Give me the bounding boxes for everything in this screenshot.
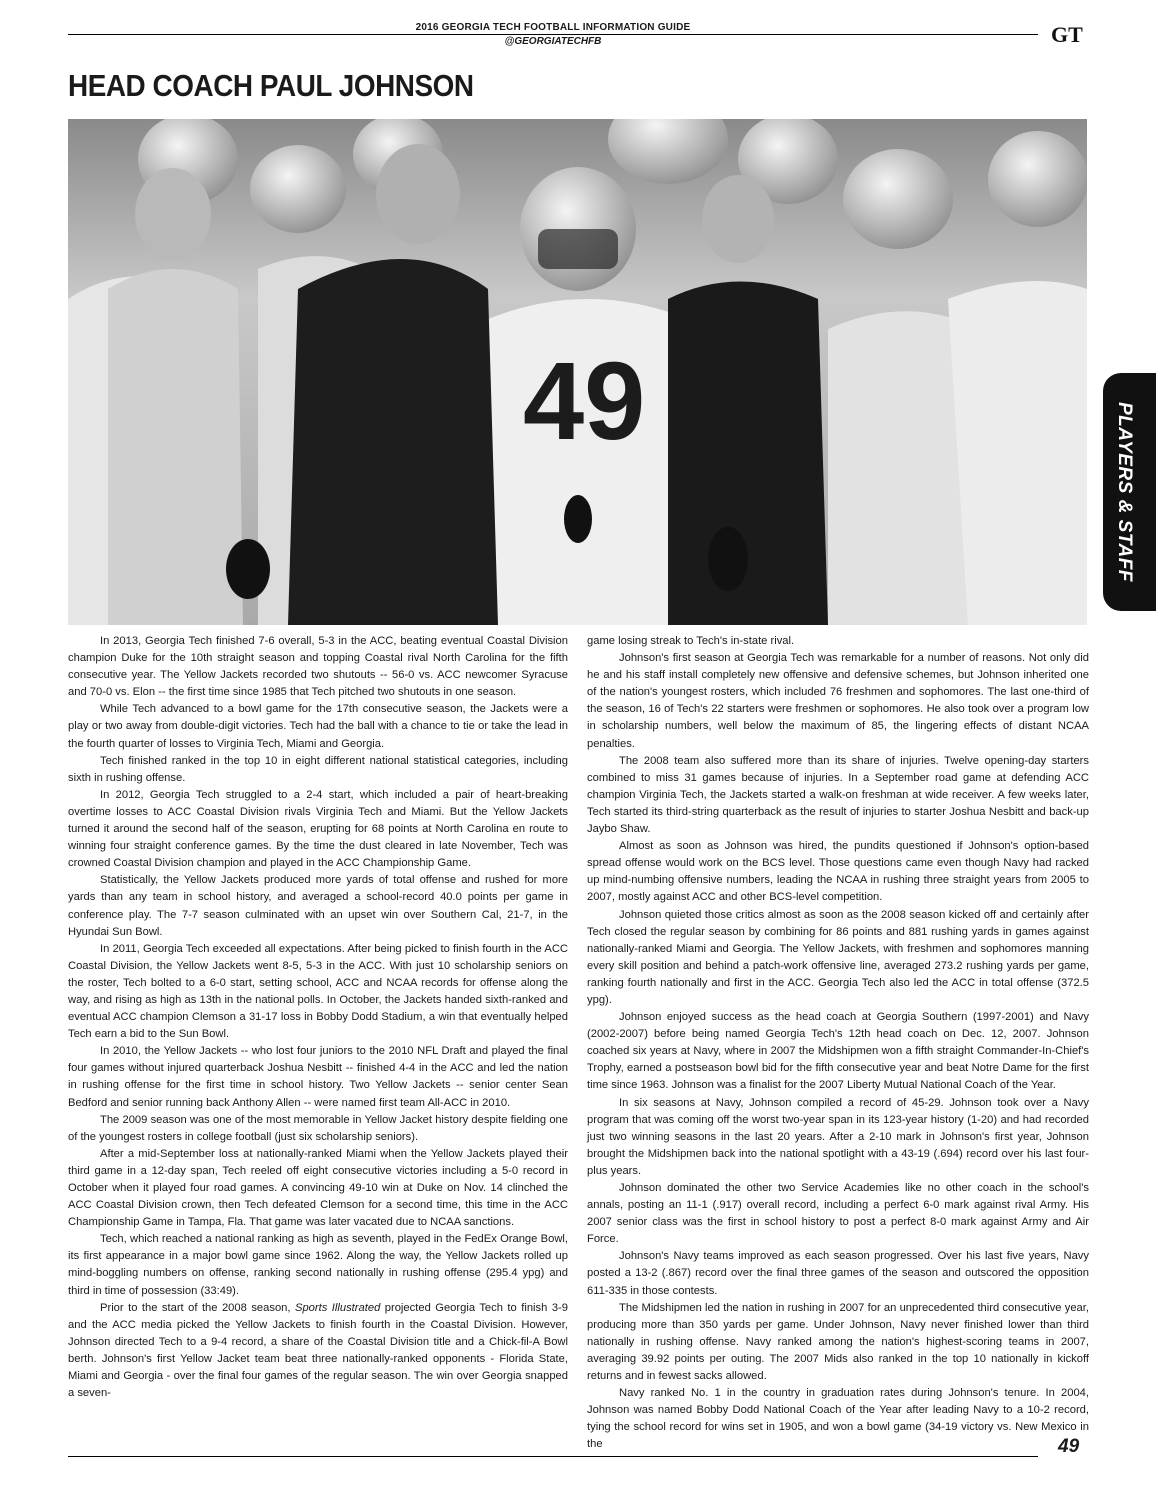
body-paragraph: Johnson quieted those critics almost as soon as the 2008 season kicked off and certainly after Tech closed the regular season by combining for 86 points and 881 rushing yards in games against nationally-ranked Miami and Georgia. The Yellow Jackets, with freshmen and sophomores manning every skill position and behind a patch-work offensive line, averaged 273.2 rushing yards per game, ranking fourth nationally and first in the ACC. Georgia Tech also led the ACC in total offense (372.5 ypg). — [587, 908, 1089, 1006]
body-paragraph: Almost as soon as Johnson was hired, the pundits questioned if Johnson's option-based spread offense would work on the BCS level. Those questions came even though Navy had racked up mind-numbing offensive numbers, leading the NCAA in rushing three straight years from 2005 to 2007, mostly against ACC and other BCS-level competition. — [587, 840, 1089, 904]
page-number: 49 — [1058, 1436, 1080, 1457]
section-tab-label — [1105, 373, 1143, 611]
body-paragraph: In six seasons at Navy, Johnson compiled a record of 45-29. Johnson took over a Navy program that was coming off the worst two-year span in its 123-year history (1-20) and had recorded just two winning seasons in the last 20 years. After a 2-10 mark in Johnson's first year, Johnson brought the Midshipmen back into the national spotlight with a 43-19 (.694) record over his last four-plus years. — [587, 1096, 1089, 1177]
guide-title: 2016 GEORGIA TECH FOOTBALL INFORMATION GUIDE — [415, 22, 691, 33]
team-photo — [68, 119, 1087, 625]
left-column — [68, 633, 568, 1402]
gt-logo-text: GT — [1051, 22, 1083, 46]
body-paragraph: Johnson's first season at Georgia Tech was remarkable for a number of reasons. Not only did he and his staff install completely new offensive and defensive schemes, but Johnson inherited one of the nation's youngest rosters, which included 76 freshmen and sophomores. The last one-third of the season, 16 of Tech's 22 starters were freshmen or sophomores. He also took over a program low in scholarship numbers, well below the maximum of 85, the lingering effects of distant NCAA penalties. — [587, 652, 1089, 750]
body-paragraph: While Tech advanced to a bowl game for the 17th consecutive season, the Jackets were a play or two away from double-digit victories. Tech had the ball with a chance to tie or take the lead in the fourth quarter of losses to Virginia Tech, Miami and Georgia. — [68, 703, 568, 750]
header-rule — [68, 34, 1038, 35]
body-paragraph: In 2010, the Yellow Jackets -- who lost four juniors to the 2010 NFL Draft and played the final four games without injured quarterback Joshua Nesbitt -- finished 4-4 in the ACC and led the nation in rushing offense for the first time in school history. Two Yellow Jackets -- senior center Sean Bedford and senior running back Anthony Allen -- were named first team All-ACC in 2010. — [68, 1045, 568, 1109]
body-paragraph: Johnson dominated the other two Service Academies like no other coach in the school's annals, posting an 11-1 (.917) overall record, including a perfect 6-0 mark against rival Army. His 2007 senior class was the first in school history to post a perfect 8-0 mark against Army and Air Force. — [587, 1182, 1089, 1246]
body-paragraph: In 2011, Georgia Tech exceeded all expectations. After being picked to finish fourth in the ACC Coastal Division, the Yellow Jackets went 8-5, 5-3 in the ACC. With just 10 scholarship seniors on the roster, Tech bolted to a 6-0 start, setting school, ACC and NCAA records for offense along the way, and rising as high as 13th in the national polls. In October, the Jackets handed sixth-ranked and eventual ACC champion Clemson a 31-17 loss in Bobby Dodd Stadium, a win that eventually helped Tech earn a bid to the Sun Bowl. — [68, 942, 568, 1041]
team-photo-illustration — [68, 119, 1087, 625]
body-paragraph: The 2009 season was one of the most memorable in Yellow Jacket history despite fielding one of the youngest rosters in college football (just six scholarship seniors). — [68, 1113, 568, 1143]
body-paragraph-si — [68, 1300, 568, 1403]
body-paragraph: In 2013, Georgia Tech finished 7-6 overall, 5-3 in the ACC, beating eventual Coastal Division champion Duke for the 10th straight season and topping Coastal rival North Carolina for the fifth consecutive year. The Yellow Jackets recorded two shutouts -- 56-0 vs. ACC newcomer Syracuse and 70-0 vs. Elon -- the first time since 1985 that Tech pitched two shutouts in one season. — [68, 635, 568, 699]
body-paragraph: Tech finished ranked in the top 10 in eight different national statistical categories, including sixth in rushing offense. — [68, 754, 568, 784]
body-paragraph: After a mid-September loss at nationally-ranked Miami when the Yellow Jackets played their third game in a 12-day span, Tech reeled off eight consecutive victories including a 5-0 record in October when it played four road games. A convincing 49-10 win at Duke on Nov. 14 clinched the ACC Coastal Division crown, then Tech defeated Clemson for a second time, this time in the ACC Championship Game in Tampa, Fla. That game was later vacated due to NCAA sanctions. — [68, 1147, 568, 1229]
body-paragraph: Statistically, the Yellow Jackets produced more yards of total offense and rushed for more yards than any team in school history, and averaged a school-record 40.0 points per game in conference play. The 7-7 season culminated with an upset win over Southern Cal, 21-7, in the Hyundai Sun Bowl. — [68, 874, 568, 938]
section-tab-text: PLAYERS & STAFF — [1114, 402, 1135, 582]
footer-rule — [68, 1456, 1038, 1457]
gt-logo-icon — [1050, 22, 1088, 46]
page-title: HEAD COACH PAUL JOHNSON — [68, 68, 474, 103]
si-after: projected Georgia Tech to finish 3-9 and the ACC media picked the Yellow Jackets to finish fourth in the Coastal Division. However, Johnson directed Tech to a 9-4 record, a share of the Coastal Division title and a Chick-fil-A Bowl berth. Johnson's first Yellow Jacket team beat three nationally-ranked opponents - Florida State, Miami and Georgia - over the final four games of the regular season. The win over Georgia snapped a seven- — [68, 1301, 568, 1400]
twitter-handle: @GEORGIATECHFB — [504, 36, 602, 47]
jersey-number: 49 — [523, 340, 646, 463]
right-column — [587, 633, 1089, 1454]
si-before: Prior to the start of the 2008 season, — [100, 1301, 295, 1314]
body-paragraph: The 2008 team also suffered more than its share of injuries. Twelve opening-day starters combined to miss 31 games because of injuries. In a September road game at defending ACC champion Virginia Tech, the Jackets started a walk-on freshman at wide receiver. A few weeks later, Tech started its third-string quarterback as the result of injuries to starter Joshua Nesbitt and back-up Jaybo Shaw. — [587, 754, 1089, 836]
body-paragraph: Tech, which reached a national ranking as high as seventh, played in the FedEx Orange Bowl, its first appearance in a major bowl game since 1962. Along the way, the Yellow Jackets rolled up mind-boggling numbers on offense, ranking second nationally in rushing offense (295.4 ypg) and third in time of possession (33:49). — [68, 1233, 568, 1297]
body-paragraph: In 2012, Georgia Tech struggled to a 2-4 start, which included a pair of heart-breaking overtime losses to ACC Coastal Division rivals Virginia Tech and Miami. But the Yellow Jackets turned it around the second half of the season, erupting for 68 points at North Carolina en route to winning four straight conference games. By the time the dust cleared in late November, Tech was crowned Coastal Division champion and played in the ACC Championship Game. — [68, 788, 568, 870]
sports-illustrated: Sports Illustrated — [294, 1301, 381, 1314]
body-paragraph: The Midshipmen led the nation in rushing in 2007 for an unprecedented third consecutive year, producing more than 350 yards per game. Under Johnson, Navy never finished lower than third nationally in rushing offense. Navy ranked among the nation's highest-scoring teams in 2007, averaging 39.92 points per outing. The 2007 Mids also ranked in the top 10 nationally in kickoff returns and in fewest sacks allowed. — [587, 1301, 1089, 1383]
continued-paragraph: game losing streak to Tech's in-state rival. — [587, 635, 795, 647]
body-paragraph: Johnson's Navy teams improved as each season progressed. Over his last five years, Navy posted a 13-2 (.867) record over the final three games of the season and outscored the opposition 611-335 in those contests. — [587, 1250, 1089, 1297]
body-paragraph: Johnson enjoyed success as the head coach at Georgia Southern (1997-2001) and Navy (2002-2007) before being named Georgia Tech's 12th head coach on Dec. 12, 2007. Johnson coached six years at Navy, where in 2007 the Midshipmen won a fifth straight Commander-In-Chief's Trophy, earned a postseason bowl bid for the fifth consecutive year and beat Notre Dame for the first time since 1963. Johnson was a finalist for the 2007 Liberty Mutual National Coach of the Year. — [587, 1011, 1089, 1092]
body-paragraph: Navy ranked No. 1 in the country in graduation rates during Johnson's tenure. In 2004, Johnson was named Bobby Dodd National Coach of the Year after leading Navy to a 10-2 record, tying the school record for wins set in 1905, and won a bowl game (34-19 victory vs. New Mexico in the — [587, 1387, 1089, 1451]
